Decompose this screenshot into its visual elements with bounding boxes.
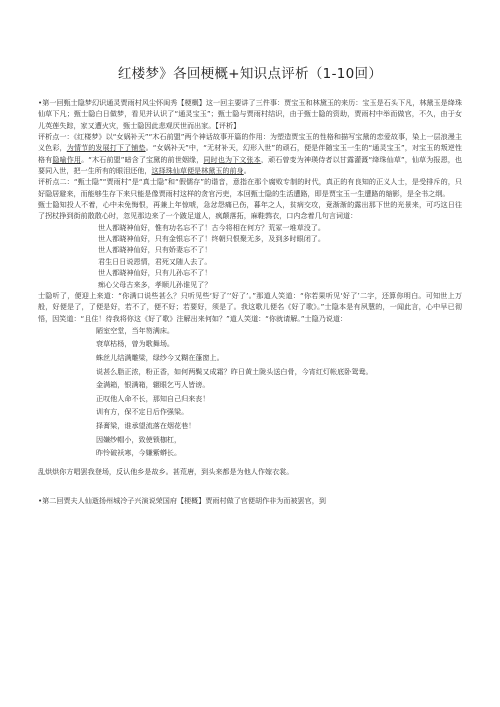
hao-le-song [98,222,462,290]
poem-line: 陋室空堂，当年笏满床。 [96,325,175,335]
text-run: 。“女娲补天”中，“无材补天，幻形入世”的顽石，便是伴随宝玉一生的“通灵宝玉”，对宝玉的叛逆性格有 [38,143,463,164]
narrative-paragraph: 甄士隐知投人不着，心中未免悔恨，再兼上年惊唬，急忿怨痛已伤，暮年之人，贫病交攻，竟渐渐的露出那下世的光景来，可巧这日往了拐杖挣到街前散散心时，忽见那边来了一个跛足道人，疯颠落拓，麻鞋鹑衣，口内念着几句言词道： [38,200,462,221]
poem-line: 衰草枯杨，曾为歌舞场。 [96,339,175,349]
document-body [38,97,462,507]
text-run: 。“木石前盟”暗含了宝黛的前世姻缘， [81,154,204,164]
poem-line: 痴心父母古来多，孝顺儿孙谁见了？ [98,279,212,289]
text-run: 评析点一：《红楼梦》以“女娲补天”“木石前盟”两个神话故事开篇的作用：为塑造贾宝玉的性格和描写宝黛的恋爱故事，染上一层浪漫主义色彩， [38,132,462,153]
text-run: 。 [243,166,251,176]
closing-paragraph: 乱烘烘你方唱罢我登场，反认他乡是故乡。甚荒唐，到头来都是为他人作嫁衣裳。 [38,466,294,476]
poem-line: 说甚么脂正浓，粉正香，如何两鬓又成霜？昨日黄土陇头送白骨，今宵红灯帐底卧鸳鸯。 [96,366,373,376]
hao-le-song-annotation [96,324,462,460]
underlined-text: 隐喻作用 [52,154,82,164]
document-title: 红楼梦》各回梗概+知识点评析（1-10回） [117,66,383,82]
chapter-1-summary: •第一回甄士隐梦幻识通灵贾雨村风尘怀闺秀【梗概】这一回主要讲了三件事：贾宝玉和林黛玉的来历：宝玉是石头下凡，林黛玉是绛珠仙草下凡；甄士隐白日做梦，看见并认识了“通灵宝玉”；甄士隐与贾雨村结识，由于甄士隐的资助，贾雨村中举而做官，不久，由于女儿英莲失踪，家又遭火灾，甄士隐因此悲观厌世而出家。【评析】 [38,98,462,130]
underlined-text: 这择珠仙草便是林黛玉的前身 [151,166,244,176]
poem-line: 世人都晓神仙好，只有娇妻忘不了！ [98,245,212,255]
poem-line: 昨怜破袄寒，今嫌紫蟒长。 [96,448,182,458]
poem-line: 君生日日说恩情，君死又随人去了。 [98,256,212,266]
poem-line: 世人都晓神仙好，只有金银忘不了！终朝只恨聚无多，及到多时眼闭了。 [98,234,325,244]
poem-line: 世人都晓神仙好，惟有功名忘不了！古今将相在何方？荒冢一堆草没了。 [98,222,325,232]
chapter-2-summary: •第二回贾夫人仙逝扬州城冷子兴演说荣国府【梗概】贾雨村做了官便胡作非为而被罢官，到 [38,496,326,506]
commentary-point-1 [38,131,462,176]
poem-line: 世人都晓神仙好，只有儿孙忘不了！ [98,268,212,278]
underlined-text: 为情节的发展打下了铺垫 [66,143,146,153]
dialogue-paragraph: 士隐听了，便迎上来道：“你满口说些甚么？只听见些‘好了’‘好了’。”那道人笑道：“你若果听见‘好了’二字，还算你明白。可知世上万般，好便是了，了便是好，若不了，便不好；若要好，须是了。我这歌儿便名《好了歌》。”士隐本是有夙慧的，一闻此言，心中早已彻悟，因笑道：“且住！待我将你这《好了歌》注解出来何如？”道人笑道：“你就请解。”士隐乃说道： [38,290,462,323]
poem-line: 金满箱，银满箱，辗眼乞丐人皆谤。 [96,380,210,390]
commentary-point-2: 评析点二：“甄士隐”“贾雨村”是“真士隐”和“假儒存”的谐音，意指在那个腐败专制的时代，真正的有良知的正义人士，是受排斥的，只好隐居避来，而能够生存下来只能是像贾雨村这样的贪官污吏，本回甄士隐的生活遭路，即是贾宝玉一生遭路的缩影，是全书之纲。 [38,177,462,198]
poem-line: 训有方，保不定日后作强梁。 [96,407,189,417]
poem-line: 因嫌纱帽小，致使锁枷杠， [96,434,182,444]
underlined-text: 同时也为下文张本 [203,154,261,164]
text-run: ，顽石曾变为神瑛侍者以甘露灌溉“绛珠仙草”，仙草为报恩，也要同入世，把一生所有的眼泪还他， [38,154,463,176]
poem-line: 正叹他人命不长，那知自己归来丧！ [96,393,210,403]
poem-line: 蛛丝儿结满雕梁，绿纱今又糊在蓬窗上。 [96,353,224,363]
poem-line: 择膏梁，谁承望流落在烟花巷！ [96,421,196,431]
